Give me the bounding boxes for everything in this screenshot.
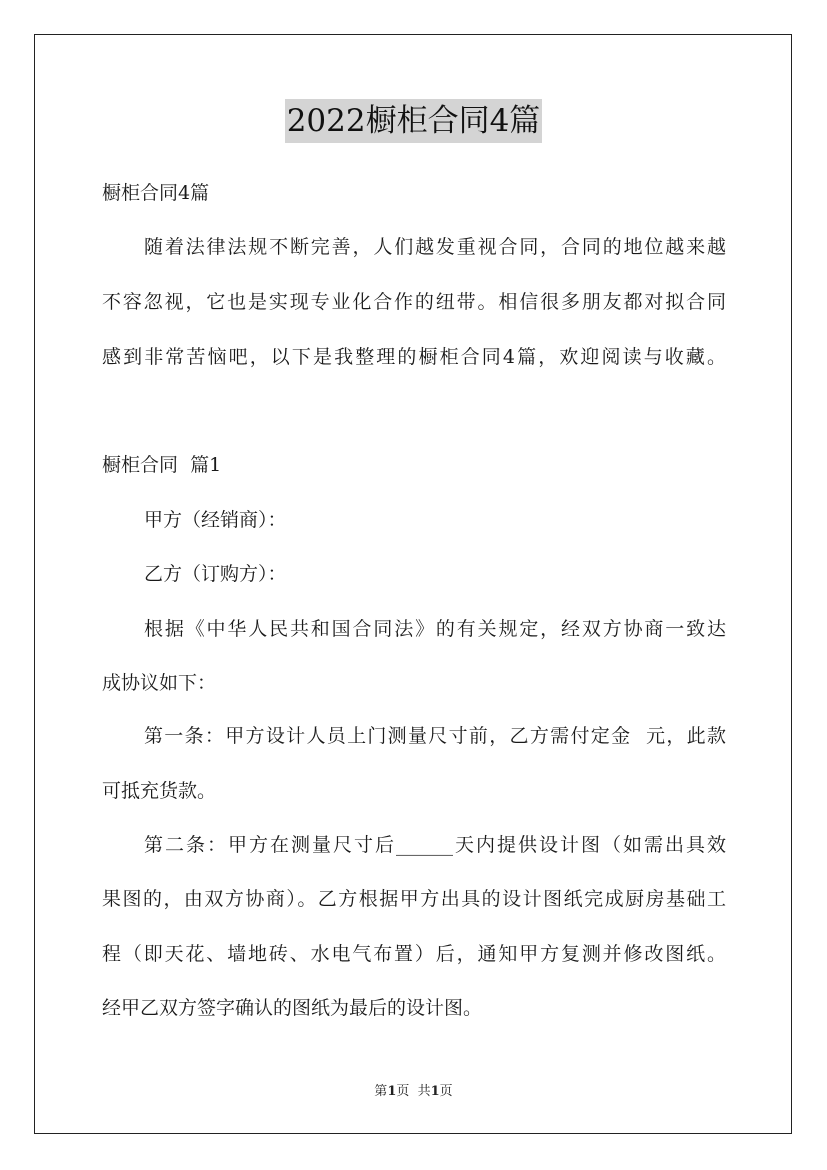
- document-title: 2022橱柜合同4篇: [285, 99, 543, 143]
- preamble-line-2: 成协议如下：: [102, 672, 217, 694]
- footer-page-number: 1: [387, 1084, 397, 1099]
- footer-total-pages: 1: [430, 1084, 440, 1099]
- footer-suffix: 页: [439, 1084, 453, 1099]
- article-1-line-2: 可抵充货款。: [102, 780, 217, 802]
- title-container: [0, 99, 827, 143]
- intro-line-3: 感到非常苦恼吧，以下是我整理的橱柜合同4篇，欢迎阅读与收藏。: [102, 346, 726, 368]
- footer-mid: 页 共: [396, 1084, 431, 1099]
- document-subtitle: 橱柜合同4篇: [102, 182, 210, 204]
- section-heading: 橱柜合同 篇1: [102, 454, 222, 476]
- article-2-line-2: 果图的，由双方协商）。乙方根据甲方出具的设计图纸完成厨房基础工: [102, 888, 726, 910]
- preamble-line-1: 根据《中华人民共和国合同法》的有关规定，经双方协商一致达: [144, 618, 726, 640]
- party-b-line: 乙方（订购方）：: [144, 563, 287, 585]
- intro-line-1: 随着法律法规不断完善，人们越发重视合同，合同的地位越来越: [144, 236, 726, 258]
- intro-line-2: 不容忽视，它也是实现专业化合作的纽带。相信很多朋友都对拟合同: [102, 291, 726, 313]
- article-2-line-1: 第二条：甲方在测量尺寸后______天内提供设计图（如需出具效: [144, 834, 726, 856]
- footer-prefix: 第: [374, 1084, 388, 1099]
- article-2-line-3: 程（即天花、墙地砖、水电气布置）后，通知甲方复测并修改图纸。: [102, 943, 726, 965]
- article-2-line-4: 经甲乙双方签字确认的图纸为最后的设计图。: [102, 997, 483, 1019]
- article-1-line-1: 第一条：甲方设计人员上门测量尺寸前，乙方需付定金 元，此款: [144, 725, 726, 747]
- page-footer: [0, 1083, 827, 1101]
- party-a-line: 甲方（经销商）：: [144, 509, 287, 531]
